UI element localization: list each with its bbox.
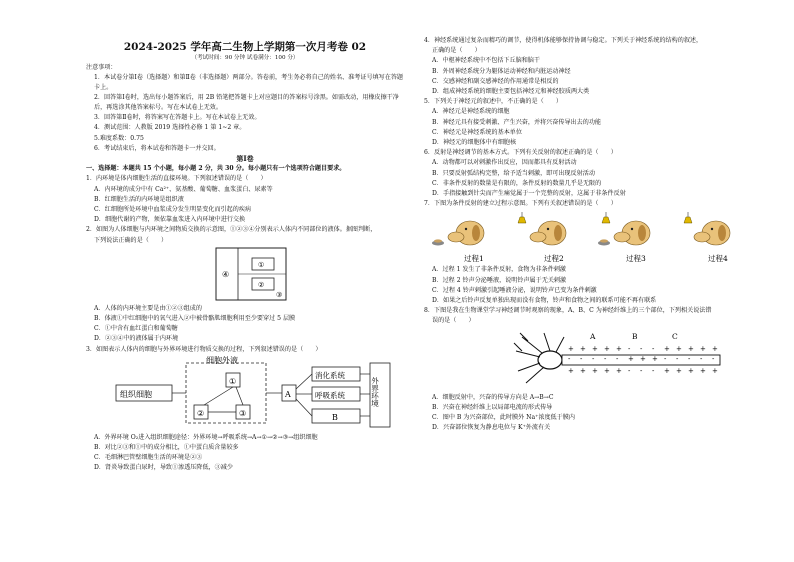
- charge-mark: +: [688, 366, 694, 375]
- q7-option-c: C．过程 4 铃声刺激引起唾液分泌，说明铃声已变为条件刺激: [432, 286, 597, 294]
- charge-mark: +: [568, 344, 574, 353]
- dog-1-icon: [432, 221, 484, 246]
- q5-stem: 5．下列关于神经元的叙述中，不正确的是（ ）: [424, 98, 562, 106]
- charge-mark: -: [592, 354, 595, 363]
- q6-option-c: C．非条件反射的数量是有限的，条件反射的数量几乎是无限的: [432, 179, 602, 187]
- q4-stem-line1: 4．神经系统通过复杂而精巧的调节，使得机体能够保持协调与稳定。下列关于神经系统的结构的叙述，: [424, 37, 703, 44]
- q2-label-2: ②: [258, 280, 265, 289]
- bell-3-icon: [602, 212, 610, 223]
- q5-option-a: A．神经元是神经系统的细胞: [432, 108, 510, 116]
- charge-mark: +: [628, 354, 634, 363]
- q2-option-a: A．人体的内环境主要是由①②③组成的: [94, 304, 202, 312]
- charge-mark: -: [664, 354, 667, 363]
- charge-mark: -: [580, 354, 583, 363]
- q7-option-d: D．如果之后铃声反复单独出现而没有食物，铃声和食物之间的联系可能不再有联系: [432, 297, 657, 305]
- q8-label-c: C: [672, 331, 678, 341]
- charge-mark: +: [664, 344, 670, 353]
- charge-mark: +: [604, 344, 610, 353]
- note-4: 4．测试范围：人教版 2019 选择性必修 1 第 1~2 章。: [94, 124, 246, 132]
- q3-label-b: B: [332, 412, 338, 422]
- q3-option-d: D．肾炎导致蛋白尿时，导致①渗透压降低，③减少: [94, 464, 233, 472]
- charge-mark: -: [652, 344, 655, 353]
- bell-2-icon: [518, 212, 526, 223]
- charge-mark: -: [604, 354, 607, 363]
- charge-mark: +: [580, 344, 586, 353]
- q1-option-d: D．细胞代谢的产物，须依靠血浆进入内环境中进行交换: [94, 216, 246, 224]
- charge-mark: +: [592, 366, 598, 375]
- right-column: [424, 36, 760, 433]
- q8-label-a: A: [590, 331, 596, 341]
- q2-option-c: C．①中含有血红蛋白和葡萄糖: [94, 325, 178, 333]
- q4-stem-line2: 正确的是（ ）: [432, 47, 481, 55]
- section-heading: 一、选择题：本题共 15 个小题，每小题 2 分，共 30 分。每小题只有一个选项符合题目要求。: [86, 165, 346, 173]
- q2-option-d: D．②③④中的液体属于内环境: [94, 335, 179, 343]
- charge-mark: +: [664, 366, 670, 375]
- note-5: 5.难度系数：0.75: [94, 134, 144, 142]
- charge-mark: +: [676, 344, 682, 353]
- q1-option-c: C．红细胞所处环境中血浆成分发生明显变化而引起的疾病: [94, 206, 252, 214]
- q1-stem: 1．内环境是体内细胞生活的直接环境。下列叙述错误的是（ ）: [86, 175, 267, 183]
- q4-option-d: D．组成神经系统的细胞主要包括神经元和神经胶质两大类: [432, 88, 590, 96]
- process-label-2: 过程2: [544, 254, 564, 264]
- q5-option-b: B．神经元具有接受刺激、产生兴奋，并将兴奋传导出去的功能: [432, 118, 602, 126]
- q3-stem: 3．如图表示人体内的细胞与外界环境进行物质交换的过程，下列叙述错误的是（ ）: [86, 345, 322, 353]
- q2-label-3: ③: [276, 290, 283, 299]
- charge-mark: +: [616, 344, 622, 353]
- q3-label-extracellular: 细胞外液: [206, 355, 238, 365]
- neuron-cell-body-icon: [514, 333, 564, 383]
- note-6: 6．考试结束后，将本试卷和答题卡一并交回。: [94, 144, 220, 152]
- note-2: 2．回答第Ⅰ卷时，选出每小题答案后，用 2B 铅笔把答题卡上对应题目的答案标号涂黑。如需改动，用橡皮擦干净后，再选涂其他答案标号。写在本试卷上无效。: [94, 94, 399, 112]
- left-column: [86, 36, 404, 474]
- q2-label-4: ④: [222, 269, 230, 279]
- q4-option-b: B．外周神经系统分为躯体运动神经和内脏运动神经: [432, 67, 571, 75]
- q7-option-a: A．过程 1 发生了非条件反射，食物为非条件刺激: [432, 266, 567, 274]
- q3-option-c: C．毛细淋巴管壁细胞生活的环境是②③: [94, 454, 203, 462]
- charge-mark: +: [580, 366, 586, 375]
- charge-mark: -: [688, 354, 691, 363]
- q4-option-a: A．中枢神经系统中不包括下丘脑和脑干: [432, 57, 540, 65]
- q8-figure: [424, 327, 760, 393]
- process-label-3: 过程3: [626, 254, 646, 264]
- q3-label-env: 外界环境: [370, 376, 380, 407]
- q5-option-c: C．神经元是神经系统的基本单位: [432, 128, 522, 136]
- q3-label-a: A: [285, 389, 291, 399]
- section-title: 第Ⅰ卷: [236, 154, 254, 164]
- q2-figure: [86, 246, 404, 304]
- charge-mark: -: [676, 354, 679, 363]
- process-label-4: 过程4: [708, 254, 728, 264]
- q8-stem-line1: 8．下图是我在生物课堂学习神经调节时观察的现象，A、B、C 为神经纤维上的三个部位，下列相关说法错: [424, 307, 712, 315]
- charge-mark: +: [712, 366, 718, 375]
- dog-4-icon: [694, 221, 730, 245]
- note-1: 1．本试卷分第Ⅰ卷（选择题）和第Ⅱ卷（非选择题）两部分。答卷前，考生务必将自己的姓名、准考证号填写在答题卡上。: [94, 74, 404, 92]
- q8-option-b: B．兴奋在神经纤维上以局部电流的形式传导: [432, 403, 553, 411]
- q3-option-b: B．对比②③和①中的成分相比，①中蛋白质含量较多: [94, 444, 239, 452]
- q7-option-b: B．过程 2 铃声分泌唾液，说明铃声属于无关刺激: [432, 276, 567, 284]
- charge-mark: +: [640, 354, 646, 363]
- q3-label-1: ①: [229, 376, 237, 386]
- exam-info: （考试时间：90 分钟 试卷满分：100 分）: [191, 55, 299, 61]
- charge-mark: -: [568, 354, 571, 363]
- q6-stem: 6．反射是神经调节的基本方式。下列有关反射的叙述正确的是（ ）: [424, 149, 617, 157]
- bell-4-icon: [684, 212, 692, 223]
- q6-option-d: D．手指接触到针尖而产生痛觉属于一个完整的反射，这属于非条件反射: [432, 190, 626, 198]
- q2-stem-line1: 2．如图为人体细胞与内环境之间物质交换的示意图，①②③④分别表示人体内不同部位的液体。据图判断，: [86, 226, 377, 234]
- q3-figure: [86, 355, 404, 433]
- page-title: 2024-2025 学年高二生物上学期第一次月考卷 02: [123, 41, 367, 53]
- charge-mark: +: [712, 344, 718, 353]
- q1-option-b: B．红细胞生活的内环境是组织液: [94, 195, 184, 203]
- q3-label-breath: 呼吸系统: [315, 390, 345, 400]
- notes-title: 注意事项：: [86, 64, 117, 71]
- charge-mark: +: [700, 344, 706, 353]
- q8-stem-line2: 误的是（ ）: [432, 317, 475, 325]
- q1-option-a: A．内环境的成分中有 Ca²⁺、氨基酸、葡萄糖、血浆蛋白、尿素等: [94, 185, 273, 193]
- q3-label-2: ②: [197, 408, 205, 418]
- q7-figure: [424, 209, 760, 265]
- charge-mark: +: [700, 366, 706, 375]
- q6-option-b: B．只要反射弧结构完整，给予适当刺激，即可出现反射活动: [432, 169, 595, 177]
- q3-label-3: ③: [239, 408, 247, 418]
- dog-3-icon: [598, 221, 650, 246]
- charge-mark: -: [640, 366, 643, 375]
- q6-option-a: A．动物都可以对刺激作出反应，因而都具有反射活动: [432, 159, 577, 167]
- charge-mark: -: [616, 354, 619, 363]
- q3-option-a: A．外界环境 O₂进入组织细胞途径：外界环境→呼吸系统→A→①→②→③→组织细胞: [94, 433, 318, 441]
- charge-mark: -: [640, 344, 643, 353]
- q8-label-b: B: [632, 331, 638, 341]
- charge-mark: -: [628, 366, 631, 375]
- charge-mark: +: [616, 366, 622, 375]
- charge-mark: +: [604, 366, 610, 375]
- charge-mark: -: [628, 344, 631, 353]
- q7-stem: 7．下图为条件反射的建立过程示意图。下列有关叙述错误的是（ ）: [424, 200, 617, 208]
- q8-option-a: A．细胞反射中，兴奋的传导方向是 A→B→C: [432, 393, 554, 401]
- charge-mark: +: [568, 366, 574, 375]
- q2-stem-line2: 下列说法正确的是（ ）: [94, 236, 168, 244]
- q4-option-c: C．交感神经和副交感神经的作用通常是相反的: [432, 77, 559, 85]
- q2-option-b: B．体液①中红细胞中的氧气进入②中被骨骼肌细胞利用至少要穿过 5 层膜: [94, 315, 296, 323]
- charge-mark: +: [676, 366, 682, 375]
- charge-mark: +: [652, 354, 658, 363]
- dog-2-icon: [530, 221, 566, 245]
- charge-mark: +: [592, 344, 598, 353]
- q2-label-1: ①: [258, 260, 265, 269]
- q8-option-c: C．图中 B 为兴奋部位，此时膜外 Na⁺浓度低于膜内: [432, 414, 575, 422]
- charge-mark: -: [712, 354, 715, 363]
- charge-mark: -: [700, 354, 703, 363]
- q8-option-d: D．兴奋部位恢复为静息电位与 K⁺外流有关: [432, 424, 551, 432]
- charge-mark: -: [652, 366, 655, 375]
- q5-option-d: D．神经元的细胞体中有细胞核: [432, 139, 517, 147]
- q3-label-cell: 组织细胞: [120, 389, 152, 399]
- process-label-1: 过程1: [464, 254, 484, 264]
- note-3: 3．回答第Ⅱ卷时，将答案写在答题卡上。写在本试卷上无效。: [94, 114, 261, 122]
- charge-mark: +: [688, 344, 694, 353]
- q3-label-digest: 消化系统: [315, 370, 345, 380]
